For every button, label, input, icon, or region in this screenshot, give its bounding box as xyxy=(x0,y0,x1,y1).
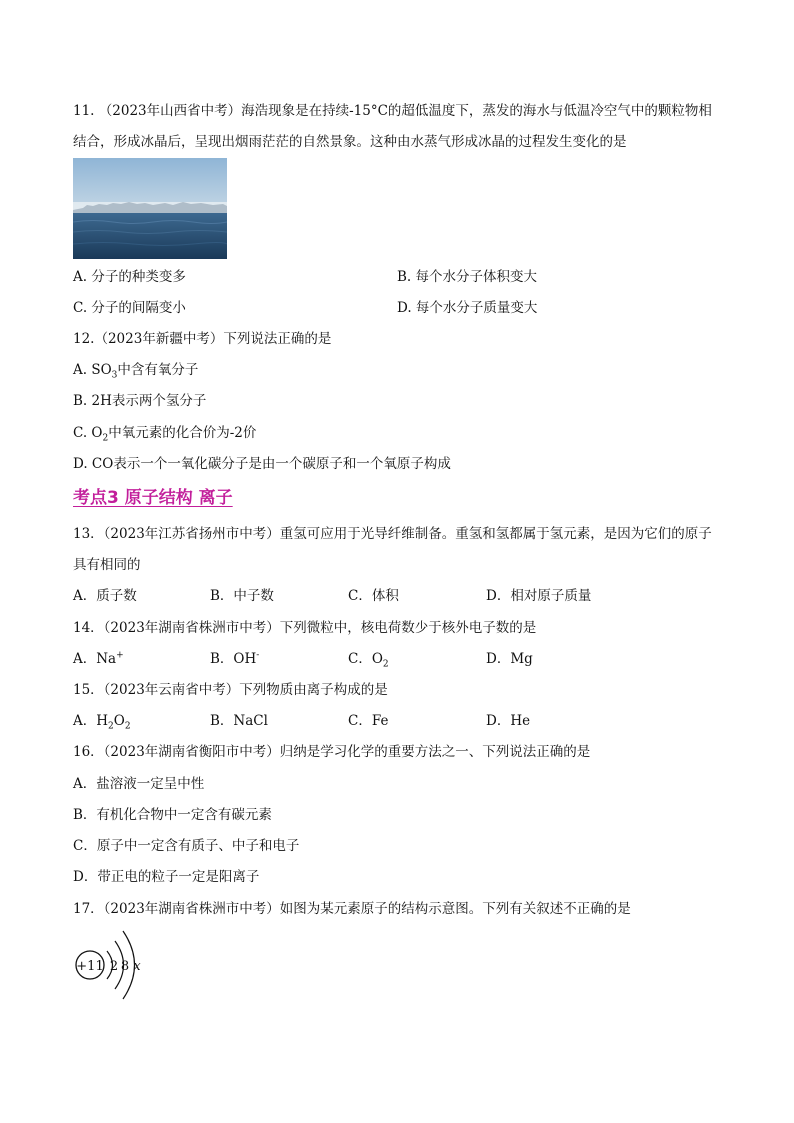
q15-option-a: A．$H_2O_2$ xyxy=(73,713,131,732)
q13-option-c: C．体积 xyxy=(348,588,399,604)
q11-option-b: B. 每个水分子体积变大 xyxy=(397,269,538,285)
q11-option-c: C. 分子的间隔变小 xyxy=(73,300,186,316)
q16-option-b: B．有机化合物中一定含有碳元素 xyxy=(73,807,272,823)
q12-stem: 12.（2023年新疆中考）下列说法正确的是 xyxy=(73,331,332,347)
q16-stem: 16．（2023年湖南省衡阳市中考）归纳是学习化学的重要方法之一、下列说法正确的是 xyxy=(73,744,591,760)
q15-option-b: B．NaCl xyxy=(210,713,268,729)
q11-option-d: D. 每个水分子质量变大 xyxy=(397,300,538,316)
q13-stem-line2: 具有相同的 xyxy=(73,557,141,573)
q12-option-c: C. $O_2$中氧元素的化合价为-2价 xyxy=(73,425,257,444)
q12-option-d: D. CO表示一个一氧化碳分子是由一个碳原子和一个氧原子构成 xyxy=(73,456,451,472)
q16-option-d: D．带正电的粒子一定是阳离子 xyxy=(73,869,260,885)
q15-option-d: D．He xyxy=(486,713,531,729)
q12-option-b: B. 2H表示两个氢分子 xyxy=(73,393,207,409)
q13-option-d: D．相对原子质量 xyxy=(486,588,592,604)
shell2-electrons: 8 xyxy=(120,959,130,974)
q13-option-a: A．质子数 xyxy=(73,588,137,604)
atom-structure-diagram xyxy=(70,925,180,1009)
q14-option-b: B．OH- xyxy=(210,650,260,667)
q11-option-a: A. 分子的种类变多 xyxy=(73,269,186,285)
nucleus-charge: +11 xyxy=(76,959,104,974)
q14-option-c: C．$O_2$ xyxy=(348,651,389,670)
q14-stem: 14．（2023年湖南省株洲市中考）下列微粒中，核电荷数少于核外电子数的是 xyxy=(73,620,537,636)
sea-fog-photo xyxy=(73,158,227,259)
q14-option-a: A．Na+ xyxy=(73,650,124,667)
q17-stem: 17．（2023年湖南省株洲市中考）如图为某元素原子的结构示意图。下列有关叙述不正确的是 xyxy=(73,901,631,917)
q15-option-c: C．Fe xyxy=(348,713,389,729)
q12-option-a: A. $SO_3$中含有氧分子 xyxy=(73,362,199,381)
q16-option-c: C．原子中一定含有质子、中子和电子 xyxy=(73,838,300,854)
q14-option-d: D．Mg xyxy=(486,651,533,667)
q13-stem-line1: 13．（2023年江苏省扬州市中考）重氢可应用于光导纤维制备。重氢和氢都属于氢元素，是因为它们的原子 xyxy=(73,526,712,542)
q16-option-a: A．盐溶液一定呈中性 xyxy=(73,776,205,792)
q11-stem-line1: 11. （2023年山西省中考）海浩现象是在持续-15°C的超低温度下，蒸发的海水与低温冷空气中的颗粒物相 xyxy=(73,103,712,119)
q15-stem: 15．（2023年云南省中考）下列物质由离子构成的是 xyxy=(73,682,388,698)
shell3-electrons: x xyxy=(133,959,141,974)
section-heading: 考点3 原子结构 离子 xyxy=(73,488,233,508)
q11-stem-line2: 结合，形成冰晶后，呈现出烟雨茫茫的自然景象。这种由水蒸气形成冰晶的过程发生变化的是 xyxy=(73,134,627,150)
q13-option-b: B．中子数 xyxy=(210,588,274,604)
shell1-electrons: 2 xyxy=(109,959,119,974)
